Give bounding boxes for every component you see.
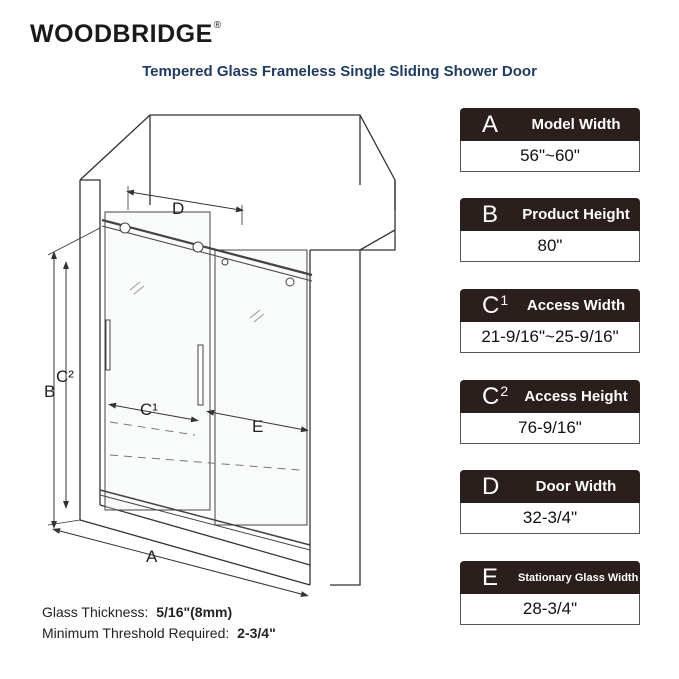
label-a: A xyxy=(146,547,158,566)
product-title: Tempered Glass Frameless Single Sliding Shower Door xyxy=(142,63,537,80)
spec-value: 80" xyxy=(460,231,640,262)
glass-thickness-value: 5/16"(8mm) xyxy=(156,604,233,620)
spec-value: 32-3/4" xyxy=(460,503,640,534)
spec-header xyxy=(460,198,640,231)
spec-letter: $C^2$ xyxy=(482,383,509,410)
installation-notes xyxy=(42,604,276,646)
label-b: B xyxy=(44,382,56,401)
spec-letter: E xyxy=(482,564,499,591)
spec-card-d xyxy=(460,470,640,534)
spec-title: Access Height xyxy=(524,388,628,405)
spec-value: 21-9/16"~25-9/16" xyxy=(460,322,640,353)
threshold-row xyxy=(42,625,276,641)
spec-value: 76-9/16" xyxy=(460,413,640,444)
glass-thickness-row xyxy=(42,604,276,620)
label-c2: C² xyxy=(56,367,74,386)
label-e: E xyxy=(252,417,264,436)
spec-card-c1 xyxy=(460,289,640,353)
spec-letter: D xyxy=(482,473,500,500)
spec-header xyxy=(460,561,640,594)
spec-card-b xyxy=(460,198,640,262)
brand-name: WOODBRIDGE xyxy=(30,20,213,48)
spec-title: Access Width xyxy=(526,297,626,314)
spec-header xyxy=(460,470,640,503)
spec-header xyxy=(460,380,640,413)
spec-title: Door Width xyxy=(535,478,617,495)
spec-title: Product Height xyxy=(522,206,630,223)
spec-header xyxy=(460,108,640,141)
spec-header xyxy=(460,289,640,322)
glass-panels xyxy=(100,212,312,550)
spec-title: Stationary Glass Width xyxy=(518,572,639,584)
spec-letter: B xyxy=(482,201,499,228)
threshold-value: 2-3/4" xyxy=(237,625,276,641)
spec-value: 56"~60" xyxy=(460,141,640,172)
label-c1: C¹ xyxy=(140,400,158,419)
spec-card-c2 xyxy=(460,380,640,444)
registered-mark: ® xyxy=(213,20,222,31)
spec-card-a xyxy=(460,108,640,172)
label-d: D xyxy=(172,199,185,218)
spec-value: 28-3/4" xyxy=(460,594,640,625)
spec-letter: A xyxy=(482,111,499,138)
threshold-label: Minimum Threshold Required: xyxy=(42,625,230,641)
spec-title: Model Width xyxy=(531,116,621,133)
spec-card-e xyxy=(460,561,640,625)
glass-thickness-label: Glass Thickness: xyxy=(42,604,149,620)
spec-letter: $C^1$ xyxy=(482,292,509,319)
